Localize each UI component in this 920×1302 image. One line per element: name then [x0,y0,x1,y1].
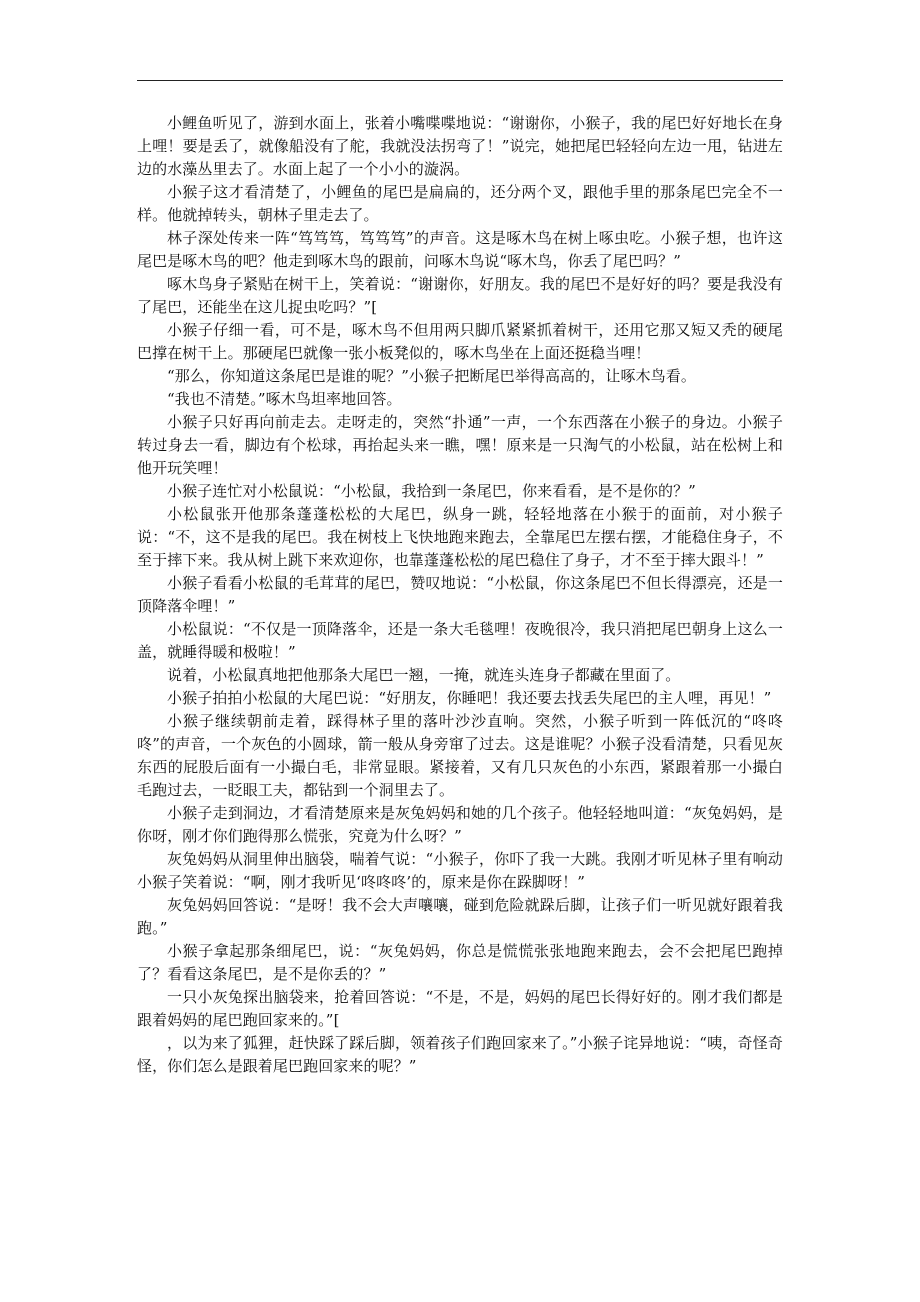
paragraph: 小猴子继续朝前走着，踩得林子里的落叶沙沙直响。突然，小猴子听到一阵低沉的“咚咚咚”的声音，一个灰色的小圆球，箭一般从身旁窜了过去。这是谁呢？小猴子没看清楚，只看见灰东西的屁股后面有一小撮白毛，非常显眼。紧接着，又有几只灰色的小东西，紧跟着那一小撮白毛跑过去，一眨眼工夫，都钻到一个洞里去了。 [137,712,783,799]
header-rule [137,80,783,81]
paragraph: 小猴子拿起那条细尾巴，说：“灰兔妈妈，你总是慌慌张张地跑来跑去，会不会把尾巴跑掉了？看看这条尾巴，是不是你丢的？” [137,942,783,983]
paragraph: 小猴子看看小松鼠的毛茸茸的尾巴，赞叹地说：“小松鼠，你这条尾巴不但长得漂亮，还是一顶降落伞哩！” [137,574,783,615]
paragraph: 林子深处传来一阵“笃笃笃，笃笃笃”的声音。这是啄木鸟在树上啄虫吃。小猴子想，也许这尾巴是啄木鸟的吧？他走到啄木鸟的跟前，问啄木鸟说“啄木鸟，你丢了尾巴吗？” [137,229,783,270]
paragraph: 灰兔妈妈回答说：“是呀！我不会大声嚷嚷，碰到危险就跺后脚，让孩子们一听见就好跟着我跑。” [137,896,783,937]
paragraph: 啄木鸟身子紧贴在树干上，笑着说：“谢谢你，好朋友。我的尾巴不是好好的吗？要是我没有了尾巴，还能坐在这儿捉虫吃吗？”[ [137,275,783,316]
paragraph: 小猴子这才看清楚了，小鲤鱼的尾巴是扁扁的，还分两个叉，跟他手里的那条尾巴完全不一样。他就掉转头，朝林子里走去了。 [137,183,783,224]
paragraph: 小猴子只好再向前走去。走呀走的，突然“扑通”一声，一个东西落在小猴子的身边。小猴子转过身去一看，脚边有个松球，再抬起头来一瞧，嘿！原来是一只淘气的小松鼠，站在松树上和他开玩笑哩！ [137,413,783,477]
paragraph: 小猴子走到洞边，才看清楚原来是灰兔妈妈和她的几个孩子。他轻轻地叫道：“灰兔妈妈，是你呀，刚才你们跑得那么慌张，究竟为什么呀？” [137,804,783,845]
paragraph: 灰兔妈妈从洞里伸出脑袋，喘着气说：“小猴子，你吓了我一大跳。我刚才听见林子里有响动小猴子笑着说：“啊，刚才我听见‘咚咚咚’的，原来是你在跺脚呀！” [137,850,783,891]
paragraph: 小松鼠说：“不仅是一顶降落伞，还是一条大毛毯哩！夜晚很冷，我只消把尾巴朝身上这么一盖，就睡得暖和极啦！” [137,620,783,661]
paragraph: “那么，你知道这条尾巴是谁的呢？”小猴子把断尾巴举得高高的，让啄木鸟看。 [167,367,696,385]
paragraph: 小猴子仔细一看，可不是，啄木鸟不但用两只脚爪紧紧抓着树干，还用它那又短又秃的硬尾巴撑在树干上。那硬尾巴就像一张小板凳似的，啄木鸟坐在上面还挺稳当哩！ [137,321,783,362]
paragraph: 小鲤鱼听见了，游到水面上，张着小嘴喋喋地说：“谢谢你，小猴子，我的尾巴好好地长在身上哩！要是丢了，就像船没有了舵，我就没法拐弯了！”说完，她把尾巴轻轻向左边一甩，钻进左边的水藻丛里去了。水面上起了一个小小的漩涡。 [137,114,783,178]
paragraph: 小猴子连忙对小松鼠说：“小松鼠，我拾到一条尾巴，你来看看，是不是你的？” [167,482,696,500]
story-body [137,112,783,1078]
paragraph: 小松鼠张开他那条蓬蓬松松的大尾巴，纵身一跳，轻轻地落在小猴于的面前，对小猴子说：“不，这不是我的尾巴。我在树枝上飞快地跑来跑去，全靠尾巴左摆右摆，才能稳住身子，不至于摔下来。我从树上跳下来欢迎你，也靠蓬蓬松松的尾巴稳住了身子，才不至于摔大跟斗！” [137,505,783,569]
paragraph: “我也不清楚。”啄木鸟坦率地回答。 [167,390,402,408]
paragraph: ，以为来了狐狸，赶快踩了踩后脚，领着孩子们跑回家来了。”小猴子诧异地说：“咦，奇怪奇怪，你们怎么是跟着尾巴跑回家来的呢？” [137,1034,783,1075]
paragraph: 小猴子拍拍小松鼠的大尾巴说：“好朋友，你睡吧！我还要去找丢失尾巴的主人哩，再见！” [167,689,772,707]
paragraph: 一只小灰兔探出脑袋来，抢着回答说：“不是，不是，妈妈的尾巴长得好好的。刚才我们都是跟着妈妈的尾巴跑回家来的。”[ [137,988,783,1029]
paragraph: 说着，小松鼠真地把他那条大尾巴一翘，一掩，就连头连身子都藏在里面了。 [167,666,681,684]
